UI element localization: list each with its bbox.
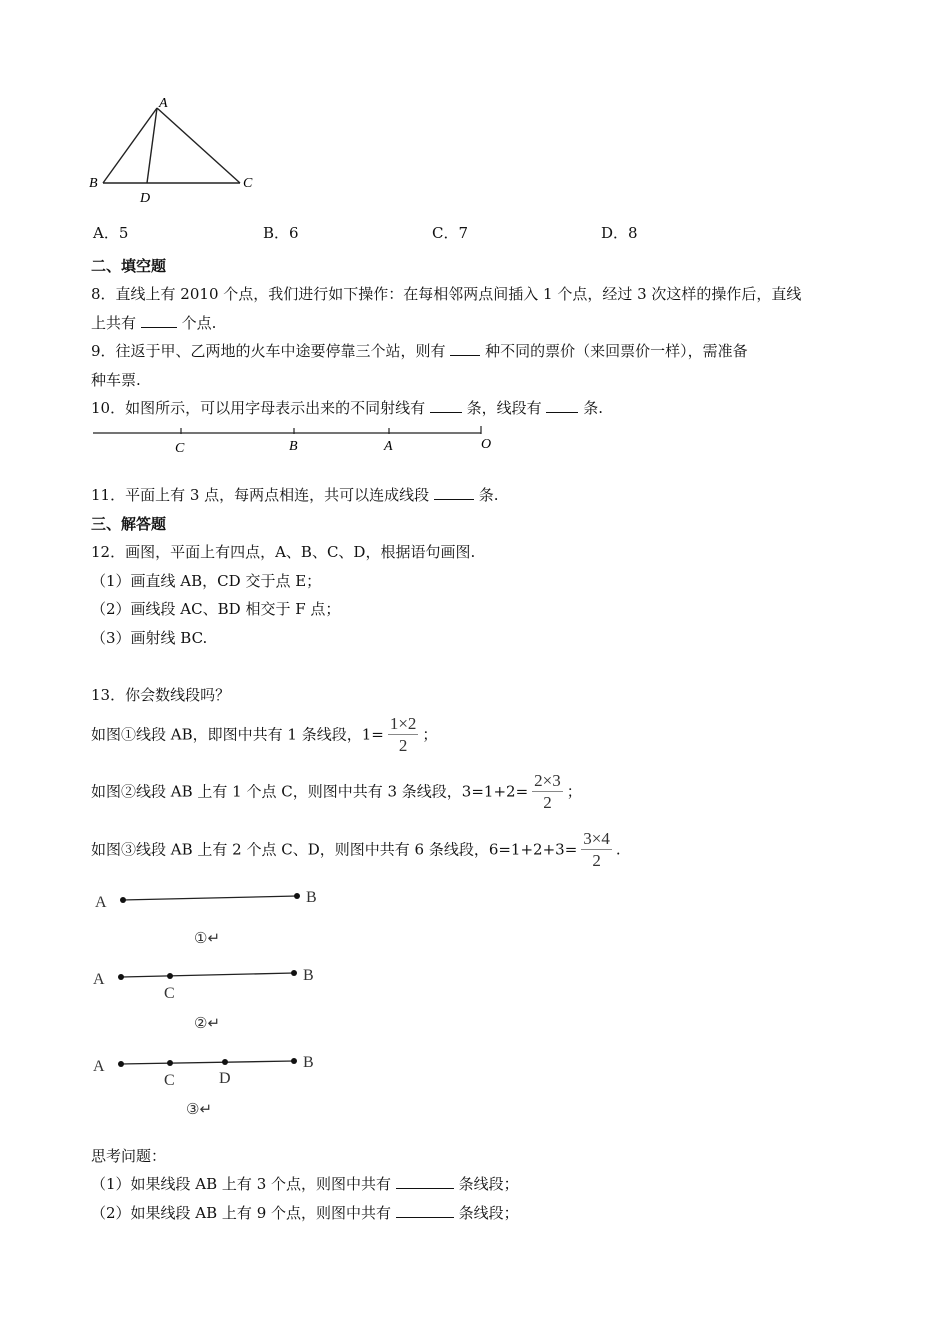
fig3-point-d xyxy=(222,1059,228,1065)
fig3-label-a: A xyxy=(93,1058,105,1075)
fig2-label-a: A xyxy=(93,971,105,988)
q13-line3 xyxy=(91,829,621,872)
ray-label-o: O xyxy=(481,437,492,452)
ray-label-c: C xyxy=(175,441,185,456)
q8-line2-post: 个点. xyxy=(181,314,217,332)
fig2-segment xyxy=(121,973,294,977)
q9-line1-post: 种不同的票价（来回票价一样），需准备 xyxy=(485,342,748,360)
fraction-2 xyxy=(532,771,563,814)
q9-line1-pre: 9．往返于甲、乙两地的火车中途要停靠三个站，则有 xyxy=(91,342,446,360)
q11-text xyxy=(91,485,499,505)
ray-label-b: B xyxy=(289,439,298,454)
fig2-point-a xyxy=(118,974,124,980)
fig3-point-a xyxy=(118,1061,124,1067)
q8-line2-pre: 上共有 xyxy=(91,314,137,332)
fraction-1-numerator: 1×2 xyxy=(389,714,417,733)
fraction-3-denominator: 2 xyxy=(592,851,601,870)
ray-figure xyxy=(90,424,510,460)
fig1-label-a: A xyxy=(95,894,107,911)
q11-answer-blank[interactable] xyxy=(434,485,474,500)
fig2-point-b xyxy=(291,970,297,976)
q13-line2-pre: 如图②线段 AB 上有 1 个点 C，则图中共有 3 条线段，3=1+2= xyxy=(91,782,529,801)
q13-think-title: 思考问题： xyxy=(91,1147,167,1165)
q9-line1 xyxy=(91,341,748,361)
fig1-label-b: B xyxy=(306,889,317,906)
triangle-figure xyxy=(85,92,265,207)
q12-item-1: （1）画直线 AB，CD 交于点 E； xyxy=(91,572,322,590)
q10-ray-blank[interactable] xyxy=(430,398,462,413)
side-ac xyxy=(157,108,240,183)
label-b: B xyxy=(89,176,98,191)
q13-line2-post: ； xyxy=(566,782,582,801)
fig3-label-b: B xyxy=(303,1054,314,1071)
fraction-3 xyxy=(581,829,612,872)
section-fill-in-title: 二、填空题 xyxy=(91,257,167,275)
fig2-point-c xyxy=(167,973,173,979)
fraction-1-denominator: 2 xyxy=(398,736,408,755)
q13-line1-post: ； xyxy=(422,725,438,744)
fig2-label-b: B xyxy=(303,967,314,984)
q11-pre: 11．平面上有 3 点，每两点相连，共可以连成线段 xyxy=(91,486,430,504)
q11-post: 条. xyxy=(478,486,499,504)
q9-answer-blank[interactable] xyxy=(450,341,480,356)
option-c[interactable]: C．7 xyxy=(432,224,469,242)
label-c: C xyxy=(243,176,253,191)
option-b[interactable]: B．6 xyxy=(263,224,299,242)
q13-think-1 xyxy=(91,1174,519,1194)
q9-line2: 种车票. xyxy=(91,371,141,389)
q13-line1 xyxy=(91,714,437,757)
q10-mid: 条，线段有 xyxy=(466,399,542,417)
fig3-caption: ③↵ xyxy=(186,1102,213,1118)
q10-pre: 10．如图所示，可以用字母表示出来的不同射线有 xyxy=(91,399,426,417)
option-d[interactable]: D．8 xyxy=(601,224,638,242)
q13-line3-pre: 如图③线段 AB 上有 2 个点 C、D，则图中共有 6 条线段，6=1+2+3= xyxy=(91,840,578,859)
q12-intro: 12．画图，平面上有四点，A、B、C、D，根据语句画图. xyxy=(91,543,476,561)
q10-segment-blank[interactable] xyxy=(546,398,578,413)
q13-think1-blank[interactable] xyxy=(396,1174,454,1189)
fig3-segment xyxy=(121,1061,294,1064)
q13-think-2 xyxy=(91,1203,519,1223)
fraction-2-numerator: 2×3 xyxy=(534,771,561,790)
fig3-point-b xyxy=(291,1058,297,1064)
segment-figures xyxy=(88,880,338,1120)
fig1-point-b xyxy=(294,893,300,899)
label-d: D xyxy=(140,191,151,206)
q13-think1-post: 条线段； xyxy=(458,1175,519,1193)
q12-item-2: （2）画线段 AC、BD 相交于 F 点； xyxy=(91,600,341,618)
q13-line3-post: . xyxy=(615,840,621,859)
fig3-label-d: D xyxy=(219,1070,231,1087)
ray-label-a: A xyxy=(384,439,393,454)
fraction-1 xyxy=(388,714,419,757)
fig3-point-c xyxy=(167,1060,173,1066)
q13-think2-post: 条线段； xyxy=(458,1204,519,1222)
fraction-2-denominator: 2 xyxy=(543,793,552,812)
fig3-label-c: C xyxy=(164,1072,175,1089)
q13-think2-blank[interactable] xyxy=(396,1203,454,1218)
fraction-3-numerator: 3×4 xyxy=(583,829,610,848)
option-a[interactable]: A．5 xyxy=(93,224,129,242)
q13-line1-pre: 如图①线段 AB，即图中共有 1 条线段，1= xyxy=(91,725,384,744)
q8-line1: 8．直线上有 2010 个点，我们进行如下操作：在每相邻两点间插入 1 个点，经过 3 次这样的操作后，直线 xyxy=(91,285,802,303)
q13-intro: 13．你会数线段吗？ xyxy=(91,686,231,704)
fig1-segment xyxy=(123,896,297,900)
label-a: A xyxy=(159,96,168,111)
q13-line2 xyxy=(91,771,582,814)
q10-text xyxy=(91,398,603,418)
fig2-caption: ②↵ xyxy=(194,1016,221,1032)
q12-item-3: （3）画射线 BC. xyxy=(91,629,208,647)
section-answer-title: 三、解答题 xyxy=(91,515,167,533)
fig1-caption: ①↵ xyxy=(194,931,221,947)
fig2-label-c: C xyxy=(164,985,175,1002)
q10-post: 条. xyxy=(583,399,604,417)
q13-think2-pre: （2）如果线段 AB 上有 9 个点，则图中共有 xyxy=(91,1204,392,1222)
q8-answer-blank[interactable] xyxy=(141,313,177,328)
q13-think1-pre: （1）如果线段 AB 上有 3 个点，则图中共有 xyxy=(91,1175,392,1193)
fig1-point-a xyxy=(120,897,126,903)
q8-line2 xyxy=(91,313,216,333)
